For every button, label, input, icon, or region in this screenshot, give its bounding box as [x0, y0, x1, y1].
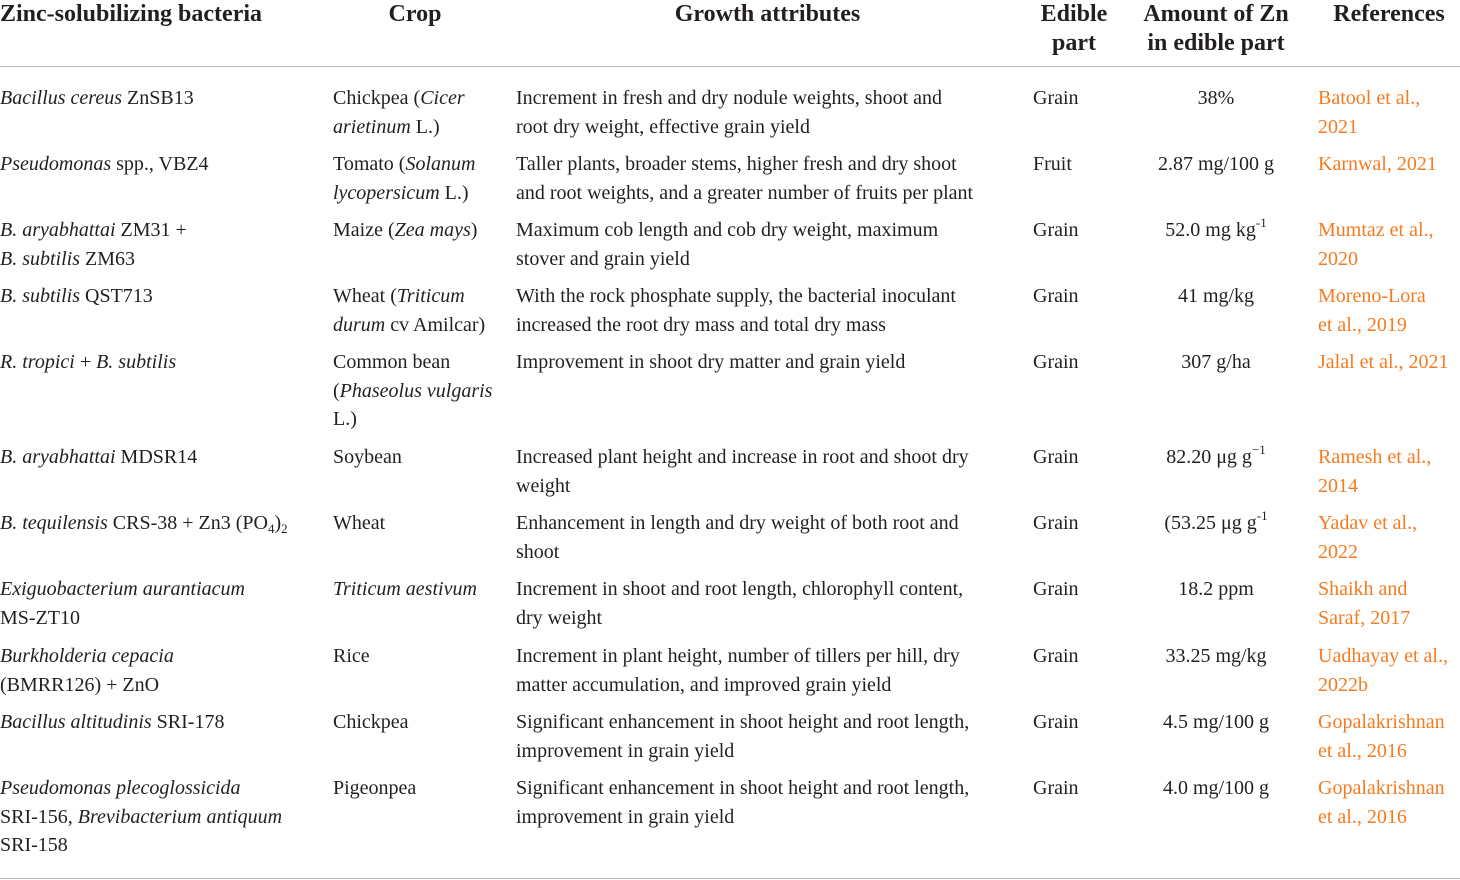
reference-link[interactable]: Jalal et al., 2021: [1318, 351, 1449, 373]
header-rule: [0, 66, 1460, 67]
reference-link[interactable]: Gopalakrishnan et al., 2016: [1318, 711, 1445, 762]
header-bacteria: Zinc-solubilizing bacteria: [0, 1, 263, 27]
amount-cell: 307 g/ha: [1181, 351, 1251, 373]
edible-cell: Grain: [1033, 578, 1079, 600]
growth-cell: Enhancement in length and dry weight of both root and shoot: [516, 512, 959, 563]
growth-cell: Increment in plant height, number of tillers per hill, dry matter accumulation, and improved grain yield: [516, 645, 960, 696]
bottom-rule: [0, 878, 1460, 879]
amount-cell: 18.2 ppm: [1178, 578, 1254, 600]
edible-cell: Grain: [1033, 512, 1079, 534]
amount-cell: 4.0 mg/100 g: [1162, 777, 1270, 799]
growth-cell: With the rock phosphate supply, the bacterial inoculant increased the root dry mass and total dry mass: [516, 285, 956, 336]
crop-cell: Common bean (Phaseolus vulgaris L.): [333, 351, 493, 430]
crop-cell: Chickpea: [333, 711, 409, 733]
amount-cell: 82.20 μg $g^{-1}$: [1166, 442, 1266, 468]
amount-cell: (53.25 μg $g^{-1}$: [1164, 508, 1268, 534]
crop-cell: Wheat (Triticum durum cv Amilcar): [333, 285, 486, 336]
reference-link[interactable]: Ramesh et al., 2014: [1318, 446, 1432, 497]
reference-link[interactable]: Moreno-Lora et al., 2019: [1318, 285, 1426, 336]
growth-cell: Improvement in shoot dry matter and grain yield: [516, 351, 906, 373]
edible-cell: Grain: [1033, 777, 1079, 799]
reference-link[interactable]: Batool et al., 2021: [1318, 87, 1421, 138]
bacteria-cell: B. aryabhattai MDSR14: [0, 446, 198, 468]
header-edible-line2: part: [1052, 30, 1096, 56]
crop-cell: Tomato (Solanum lycopersicum L.): [333, 153, 476, 204]
bacteria-cell: B. subtilis QST713: [0, 285, 153, 307]
edible-cell: Grain: [1033, 446, 1079, 468]
edible-cell: Grain: [1033, 219, 1079, 241]
amount-cell: 52.0 mg $kg^{-1}$: [1165, 215, 1267, 241]
bacteria-cell: B. tequilensis CRS-38 + Zn3 $(PO_4)_2$: [0, 512, 288, 536]
crop-cell: Soybean: [333, 446, 402, 468]
header-amount-line2: in edible part: [1147, 30, 1285, 56]
bacteria-cell: Exiguobacterium aurantiacum MS-ZT10: [0, 578, 245, 629]
crop-cell: Triticum aestivum: [333, 578, 477, 600]
growth-cell: Increased plant height and increase in root and shoot dry weight: [516, 446, 969, 497]
edible-cell: Grain: [1033, 645, 1079, 667]
amount-cell: 33.25 mg/kg: [1165, 645, 1267, 667]
header-amount-line1: Amount of Zn: [1143, 1, 1289, 27]
edible-cell: Grain: [1033, 351, 1079, 373]
bacteria-cell: Bacillus cereus ZnSB13: [0, 87, 194, 109]
crop-cell: Wheat: [333, 512, 386, 534]
growth-cell: Significant enhancement in shoot height and root length, improvement in grain yield: [516, 711, 970, 762]
crop-cell: Chickpea (Cicer arietinum L.): [333, 87, 465, 138]
growth-cell: Increment in shoot and root length, chlorophyll content, dry weight: [516, 578, 964, 629]
growth-cell: Increment in fresh and dry nodule weights, shoot and root dry weight, effective grain yield: [516, 87, 943, 138]
bacteria-cell: Burkholderia cepacia (BMRR126) + ZnO: [0, 645, 174, 696]
bacteria-cell: B. aryabhattai ZM31 + B. subtilis ZM63: [0, 219, 187, 270]
reference-link[interactable]: Karnwal, 2021: [1318, 153, 1437, 175]
growth-cell: Taller plants, broader stems, higher fresh and dry shoot and root weights, and a greater number of fruits per plant: [516, 153, 974, 204]
bacteria-cell: R. tropici + B. subtilis: [0, 351, 177, 373]
reference-link[interactable]: Mumtaz et al., 2020: [1318, 219, 1434, 270]
amount-cell: 41 mg/kg: [1177, 285, 1255, 307]
header-crop: Crop: [388, 1, 442, 27]
reference-link[interactable]: Gopalakrishnan et al., 2016: [1318, 777, 1445, 828]
header-edible-part: [1030, 0, 1118, 58]
amount-cell: 4.5 mg/100 g: [1162, 711, 1270, 733]
crop-cell: Rice: [333, 645, 370, 667]
bacteria-cell: Pseudomonas plecoglossicida SRI-156, Brevibacterium antiquum SRI-158: [0, 777, 283, 856]
header-growth-attributes: Growth attributes: [674, 1, 861, 27]
reference-link[interactable]: Yadav et al., 2022: [1318, 512, 1418, 563]
header-zn-amount: [1124, 0, 1308, 58]
crop-cell: Pigeonpea: [333, 777, 417, 799]
amount-cell: 38%: [1197, 87, 1235, 109]
header-references: References: [1333, 1, 1445, 27]
reference-link[interactable]: Shaikh and Saraf, 2017: [1318, 578, 1411, 629]
header-edible-line1: Edible: [1040, 1, 1108, 27]
growth-cell: Significant enhancement in shoot height and root length, improvement in grain yield: [516, 777, 970, 828]
crop-cell: Maize (Zea mays): [333, 219, 478, 241]
edible-cell: Grain: [1033, 711, 1079, 733]
amount-cell: 2.87 mg/100 g: [1157, 153, 1275, 175]
reference-link[interactable]: Uadhayay et al., 2022b: [1318, 645, 1448, 696]
growth-cell: Maximum cob length and cob dry weight, maximum stover and grain yield: [516, 219, 939, 270]
edible-cell: Fruit: [1033, 153, 1072, 175]
bacteria-cell: Pseudomonas spp., VBZ4: [0, 153, 209, 175]
edible-cell: Grain: [1033, 87, 1079, 109]
bacteria-cell: Bacillus altitudinis SRI-178: [0, 711, 225, 733]
edible-cell: Grain: [1033, 285, 1079, 307]
